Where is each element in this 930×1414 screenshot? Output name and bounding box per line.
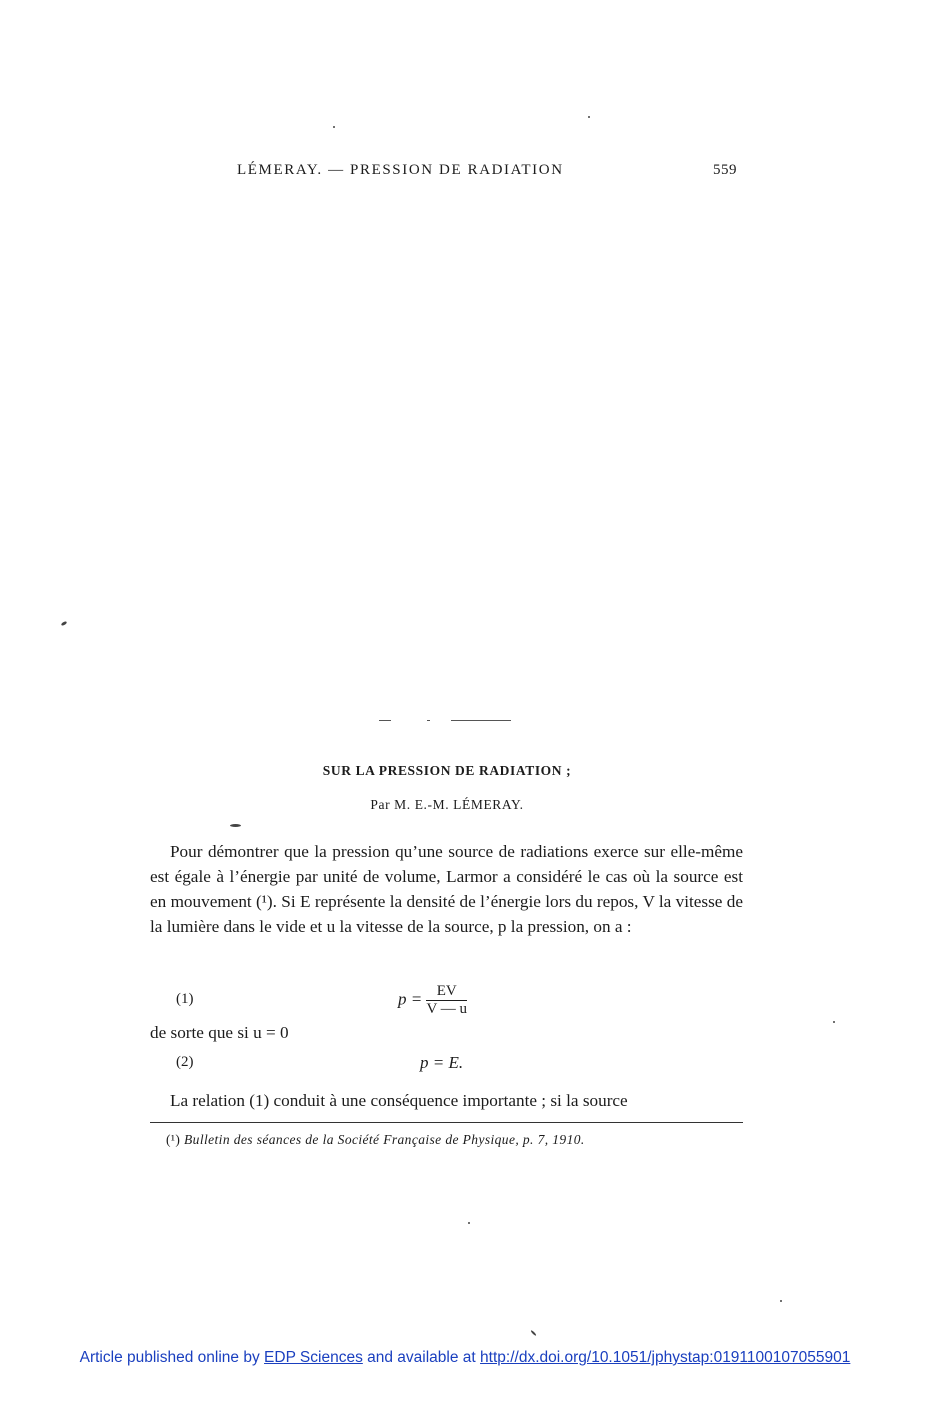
footnote-rule bbox=[150, 1122, 743, 1123]
equation-1 bbox=[398, 983, 467, 1018]
edp-sciences-link[interactable]: EDP Sciences bbox=[264, 1349, 363, 1366]
doi-link[interactable]: http://dx.doi.org/10.1051/jphystap:0191100107055901 bbox=[480, 1349, 851, 1366]
footnote-text: Bulletin des séances de la Société Française de Physique, p. 7, 1910. bbox=[184, 1132, 585, 1147]
scan-speck bbox=[468, 1222, 470, 1224]
footnote-marker: (¹) bbox=[166, 1132, 181, 1147]
condition-line: de sorte que si u = 0 bbox=[150, 1023, 289, 1042]
article-author: Par M. E.-M. LÉMERAY. bbox=[370, 797, 524, 812]
footer-middle: and available at bbox=[367, 1349, 476, 1366]
scan-speck bbox=[230, 824, 241, 827]
body-text bbox=[150, 839, 743, 939]
publisher-footer bbox=[0, 1349, 930, 1367]
equation-1-numerator: EV bbox=[426, 983, 467, 1001]
separator-rule bbox=[379, 718, 511, 724]
equation-2-label: (2) bbox=[176, 1054, 194, 1070]
scan-speck bbox=[588, 116, 590, 118]
paragraph-1: Pour démontrer que la pression qu’une source de radiations exerce sur elle-même est égale à l’énergie par unité de volume, Larmor a considéré le cas où la source est en mouvement (¹). Si E représente la densité de l’énergie lors du repos, V la vitesse de la lumière dans le vide et u la vitesse de la source, p la pression, on a : bbox=[150, 842, 743, 936]
paragraph-2: La relation (1) conduit à une conséquence importante ; si la source bbox=[170, 1091, 628, 1110]
equation-1-lhs: p = bbox=[398, 989, 423, 1009]
scan-speck bbox=[333, 126, 335, 128]
equation-2: p = E. bbox=[420, 1053, 464, 1072]
equation-1-label: (1) bbox=[176, 991, 194, 1007]
scan-speck bbox=[530, 1330, 536, 1336]
article-title: SUR LA PRESSION DE RADIATION ; bbox=[322, 763, 572, 778]
running-head bbox=[237, 162, 737, 184]
footnote bbox=[166, 1132, 585, 1148]
scan-speck bbox=[833, 1021, 835, 1023]
page-number: 559 bbox=[713, 162, 737, 178]
footer-prefix: Article published online by bbox=[79, 1349, 260, 1366]
equation-1-denominator: V — u bbox=[426, 1001, 468, 1017]
scan-speck bbox=[780, 1300, 782, 1302]
scan-speck bbox=[61, 621, 68, 627]
running-head-title: LÉMERAY. — PRESSION DE RADIATION bbox=[237, 162, 564, 178]
equation-1-fraction bbox=[426, 983, 467, 1018]
